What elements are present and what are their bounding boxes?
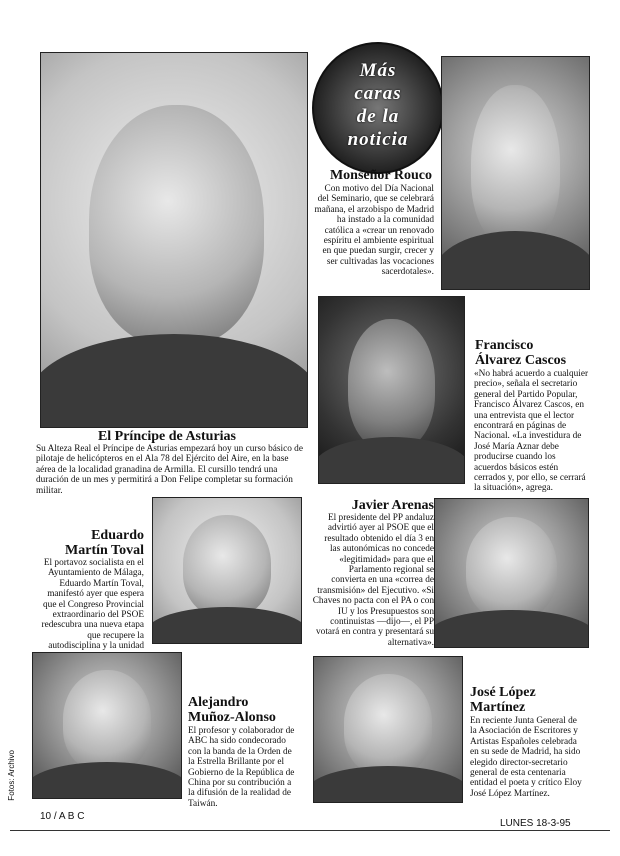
photo-credit: Fotos: Archivo bbox=[7, 750, 16, 801]
logo-line-1: Más bbox=[359, 60, 397, 81]
munoz-name-1: Alejandro bbox=[188, 695, 249, 710]
principe-name: El Príncipe de Asturias bbox=[97, 429, 236, 444]
rouco-text: Con motivo del Día Nacional del Seminario, que se celebrará mañana, el arzobispo de Madrid ha instado a la comunidad católica a «crear un renovado espíritu el ambiente espiritual en que puedan surgir, crecer y ser cultivadas las vocaciones sacerdotales». bbox=[314, 184, 434, 278]
logo-line-3: de la bbox=[356, 106, 400, 127]
toval-text: El portavoz socialista en el Ayuntamiento de Málaga, Eduardo Martín Toval, manifestó ayer que espera que el Congreso Provincial extraordinario del PSOE redescubra una nueva etapa que recupere la autodisciplina y la unidad bbox=[41, 558, 144, 652]
page-number: 10 / A B C bbox=[40, 811, 85, 822]
footer-rule bbox=[10, 830, 610, 831]
cascos-name-2: Álvarez Cascos bbox=[475, 353, 567, 368]
toval-name-1: Eduardo bbox=[91, 528, 144, 543]
principe-photo bbox=[40, 52, 308, 428]
lopez-name-2: Martínez bbox=[470, 700, 526, 715]
lopez-name-1: José López bbox=[470, 685, 536, 700]
toval-name-2: Martín Toval bbox=[65, 543, 144, 558]
lopez-text: En reciente Junta General de la Asociación de Escritores y Artistas Españoles celebrada en su sede de Madrid, ha sido elegido director-secretario general de esta centenaria entidad el poeta y crítico Eloy José López Martínez. bbox=[470, 716, 582, 799]
lopez-photo bbox=[313, 656, 463, 803]
section-logo bbox=[312, 42, 444, 174]
cascos-photo bbox=[318, 296, 465, 484]
rouco-name: Monseñor Rouco bbox=[329, 168, 432, 183]
issue-date: LUNES 18-3-95 bbox=[500, 818, 571, 829]
munoz-text: El profesor y colaborador de ABC ha sido condecorado con la banda de la Orden de la Estrella Brillante por el Gobierno de la República de China por su contribución a la difusión de la realidad de Taiwán. bbox=[188, 726, 295, 809]
logo-line-2: caras bbox=[354, 83, 402, 104]
arenas-text: El presidente del PP andaluz advirtió ayer al PSOE que el resultado obtenido el día 3 en las autonómicas no concede «legitimidad» para que el Parlamento regional se convierta en una «correa de transmisión» del Ejecutivo. «Si Chaves no pacta con el PA o con IU y los Presupuestos son continuistas —dijo—, el PP votará en contra y presentará su alternativa». bbox=[312, 513, 434, 648]
cascos-name-1: Francisco bbox=[475, 338, 534, 353]
munoz-name-2: Muñoz-Alonso bbox=[188, 710, 276, 725]
toval-photo bbox=[152, 497, 302, 644]
arenas-photo bbox=[434, 498, 589, 648]
cascos-text: «No habrá acuerdo a cualquier precio», señala el secretario general del Partido Popular, Francisco Álvarez Cascos, en una entrevista que el lector encontrará en páginas de Nacional. «La investidura de José María Aznar debe producirse cuando los acuerdos básicos estén cerrados y, por ello, se cerrará la situación», agrega. bbox=[474, 369, 589, 494]
principe-text: Su Alteza Real el Príncipe de Asturias empezará hoy un curso básico de pilotaje de helicópteros en el Ala 78 del Ejército del Aire, en la base aérea de la localidad granadina de Armilla. El cursillo tendrá una duración de un mes y permitirá a Don Felipe completar su formación militar. bbox=[36, 444, 303, 496]
arenas-name: Javier Arenas bbox=[351, 498, 434, 513]
logo-line-4: noticia bbox=[347, 129, 409, 150]
munoz-photo bbox=[32, 652, 182, 799]
rouco-photo bbox=[441, 56, 590, 290]
